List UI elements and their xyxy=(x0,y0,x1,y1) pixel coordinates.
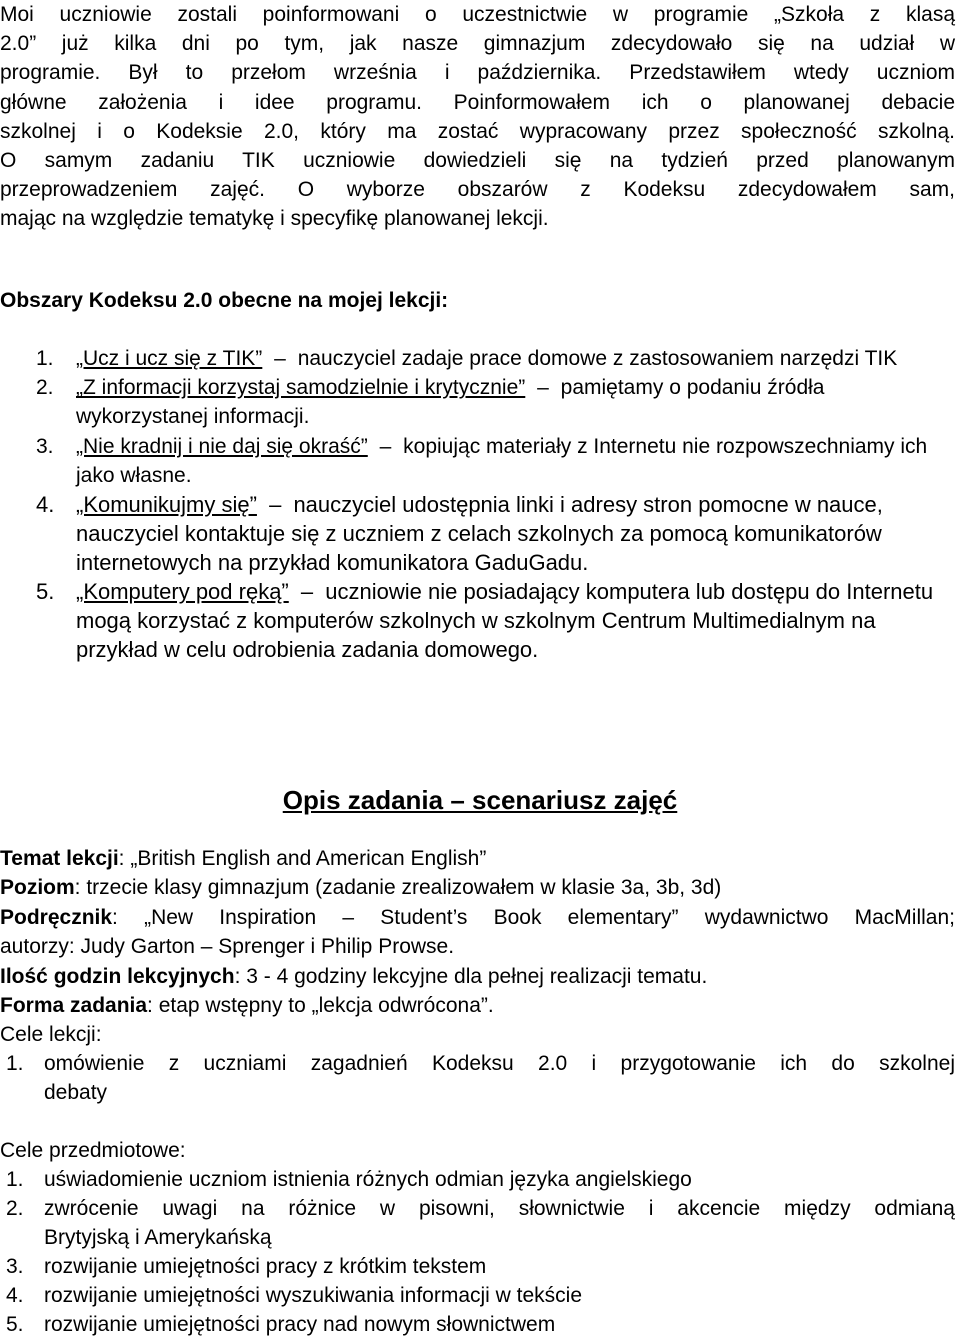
list-number: 3. xyxy=(36,434,54,458)
goal-line: omówienie z uczniami zagadnień Kodeksu 2.0 i przygotowanie ich do szkolnej xyxy=(44,1052,955,1075)
goal-line: rozwijanie umiejętności pracy nad nowym słownictwem xyxy=(44,1313,556,1336)
book-authors: autorzy: Judy Garton – Sprenger i Philip Prowse. xyxy=(0,935,455,959)
level-value: : trzecie klasy gimnazjum (zadanie zrealizowałem w klasie 3a, 3b, 3d) xyxy=(74,876,722,900)
area-name: „Z informacji korzystaj samodzielnie i krytycznie” xyxy=(76,376,526,400)
list-number: 3. xyxy=(6,1255,24,1278)
hours-label: Ilość godzin lekcyjnych xyxy=(0,964,235,988)
section-title xyxy=(0,782,960,818)
list-item xyxy=(0,1252,955,1281)
goal-line: debaty xyxy=(44,1081,108,1104)
area-text: kopiując materiały z Internetu nie rozpowszechniamy ich jako własne. xyxy=(76,434,928,487)
topic-label: Temat lekcji xyxy=(0,847,119,870)
area-text: pamiętamy o podaniu źródła wykorzystanej informacji. xyxy=(76,376,825,429)
list-number: 5. xyxy=(6,1313,24,1336)
topic-row xyxy=(0,844,955,873)
lesson-goals-list xyxy=(0,1049,955,1107)
list-number: 1. xyxy=(36,347,54,370)
list-item xyxy=(0,1049,955,1107)
area-text: nauczyciel zadaje prace domowe z zastosowaniem narzędzi TIK xyxy=(297,347,898,370)
form-label: Forma zadania xyxy=(0,994,148,1018)
list-item xyxy=(0,1165,955,1194)
level-label: Poziom xyxy=(0,876,75,900)
list-item xyxy=(36,490,936,577)
list-number: 1. xyxy=(6,1168,24,1191)
intro-line: szkolnej i o Kodeksie 2.0, który ma zostać wypracowany przez społeczność szkolną. xyxy=(0,119,955,143)
goal-line: rozwijanie umiejętności wyszukiwania informacji w tekście xyxy=(44,1284,583,1307)
hours-value: : 3 - 4 godziny lekcyjne dla pełnej realizacji tematu. xyxy=(234,964,708,988)
goal-line: zwrócenie uwagi na różnice w pisowni, słownictwie i akcencie między odmianą xyxy=(44,1197,955,1220)
section-title-text: Opis zadania – scenariusz zajęć xyxy=(282,785,678,815)
form-row xyxy=(0,991,955,1020)
dash: – xyxy=(274,347,286,370)
list-item xyxy=(36,373,936,431)
list-number: 4. xyxy=(6,1284,24,1307)
dash: – xyxy=(300,579,314,605)
goal-line: rozwijanie umiejętności pracy z krótkim tekstem xyxy=(44,1255,487,1278)
area-name: „Komputery pod ręką” xyxy=(76,579,289,605)
areas-list xyxy=(36,344,936,664)
list-number: 1. xyxy=(6,1052,24,1075)
subject-goals-list xyxy=(0,1165,955,1339)
list-item xyxy=(0,1194,955,1252)
list-item xyxy=(0,1281,955,1310)
list-item xyxy=(36,432,936,490)
subject-goals-heading: Cele przedmiotowe: xyxy=(0,1139,186,1162)
area-name: „Ucz i ucz się z TIK” xyxy=(76,347,263,370)
form-value: : etap wstępny to „lekcja odwrócona”. xyxy=(147,994,494,1018)
dash: – xyxy=(537,376,549,400)
list-number: 4. xyxy=(36,492,55,518)
book-value: : „New Inspiration – Student’s Book elementary” wydawnictwo MacMillan; xyxy=(112,905,955,929)
list-number: 2. xyxy=(6,1197,24,1220)
areas-heading: Obszary Kodeksu 2.0 obecne na mojej lekcji: xyxy=(0,289,449,312)
intro-line: programie. Był to przełom września i października. Przedstawiłem wtedy uczniom xyxy=(0,61,955,85)
goals-label: Cele lekcji: xyxy=(0,1023,102,1047)
intro-line: przeprowadzeniem zajęć. O wyborze obszarów z Kodeksu zdecydowałem sam, xyxy=(0,178,955,202)
goal-line: uświadomienie uczniom istnienia różnych odmian języka angielskiego xyxy=(44,1168,692,1191)
list-number: 5. xyxy=(36,579,55,605)
goal-line: Brytyjską i Amerykańską xyxy=(44,1226,272,1249)
hours-row xyxy=(0,962,955,991)
book-row xyxy=(0,903,955,932)
area-name: „Nie kradnij i nie daj się okraść” xyxy=(76,434,368,458)
list-item xyxy=(0,1310,955,1339)
area-text: nauczyciel udostępnia linki i adresy stron pomocne w nauce, nauczyciel kontaktuje się z uczniem z celach szkolnych za pomocą komunikatorów internetowych na przykład komunikatora GaduGadu. xyxy=(76,492,883,576)
level-row xyxy=(0,873,955,902)
list-item xyxy=(36,577,936,664)
dash: – xyxy=(269,492,282,518)
list-item xyxy=(36,344,936,373)
intro-line: 2.0” już kilka dni po tym, jak nasze gimnazjum zdecydowało się na udział w xyxy=(0,32,955,56)
list-number: 2. xyxy=(36,376,54,400)
book-label: Podręcznik xyxy=(0,905,113,929)
intro-line: mając na względzie tematykę i specyfikę planowanej lekcji. xyxy=(0,207,549,231)
lesson-meta xyxy=(0,844,955,1050)
topic-value: : „British English and American English” xyxy=(118,847,487,870)
area-text: uczniowie nie posiadający komputera lub dostępu do Internetu mogą korzystać z komputerów szkolnych w szkolnym Centrum Multimedialnym na przykład w celu odrobienia zadania domowego. xyxy=(76,579,934,663)
dash: – xyxy=(379,434,392,458)
area-name: „Komunikujmy się” xyxy=(76,492,257,518)
intro-line: O samym zadaniu TIK uczniowie dowiedzieli się na tydzień przed planowanym xyxy=(0,149,955,173)
intro-paragraph xyxy=(0,0,955,234)
intro-line: główne założenia i idee programu. Poinformowałem ich o planowanej debacie xyxy=(0,90,955,114)
intro-line: Moi uczniowie zostali poinformowani o uczestnictwie w programie „Szkoła z klasą xyxy=(0,3,955,26)
